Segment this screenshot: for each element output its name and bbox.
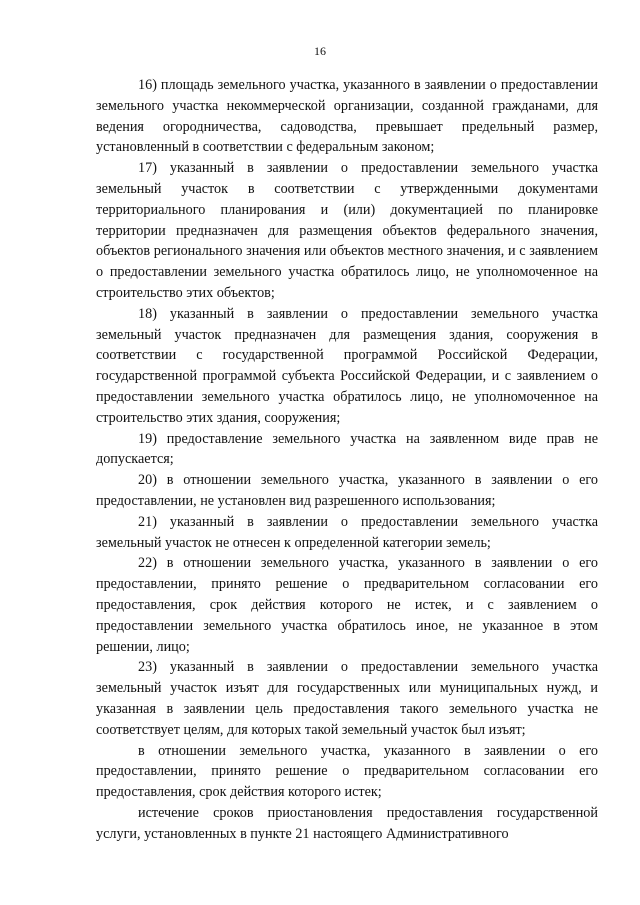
paragraph-approval-expired: в отношении земельного участка, указанного в заявлении о его предоставлении, принято решение о предварительном согласовании его предоставления, срок действия которого истек; [96, 742, 598, 801]
paragraph-21: 21) указанный в заявлении о предоставлении земельного участка земельный участок не отнесен к определенной категории земель; [96, 513, 598, 551]
page-number: 16 [314, 44, 326, 58]
paragraph-23: 23) указанный в заявлении о предоставлении земельного участка земельный участок изъят для государственных или муниципальных нужд, и указанная в заявлении цель предоставления такого земельного участка не соответствует целям, для которых такой земельный участок был изъят; [96, 659, 598, 738]
document-body [96, 75, 598, 844]
paragraph-suspension-expired: истечение сроков приостановления предоставления государственной услуги, установленных в пункте 21 настоящего Административного [96, 804, 598, 842]
paragraph-22: 22) в отношении земельного участка, указанного в заявлении о его предоставлении, принято решение о предварительном согласовании его предоставления, срок действия которого не истек, и с заявлением о предоставлении земельного участка обратилось иное, не указанное в этом решении, лицо; [96, 555, 598, 655]
paragraph-17: 17) указанный в заявлении о предоставлении земельного участка земельный участок в соответствии с утвержденными документами территориального планирования и (или) документацией по планировке территории предназначен для размещения объектов федерального значения, объектов регионального значения или объектов местного значения, и с заявлением о предоставлении земельного участка обратилось лицо, не уполномоченное на строительство этих объектов; [96, 160, 598, 301]
paragraph-19: 19) предоставление земельного участка на заявленном виде прав не допускается; [96, 430, 598, 468]
paragraph-20: 20) в отношении земельного участка, указанного в заявлении о его предоставлении, не установлен вид разрешенного использования; [96, 472, 598, 509]
paragraph-18: 18) указанный в заявлении о предоставлении земельного участка земельный участок предназначен для размещения здания, сооружения в соответствии с государственной программой Российской Федерации, государственной программой субъекта Российской Федерации, и с заявлением о предоставлении земельного участка обратилось лицо, не уполномоченное на строительство этих здания, сооружения; [96, 305, 598, 426]
paragraph-16: 16) площадь земельного участка, указанного в заявлении о предоставлении земельного участка некоммерческой организации, созданной гражданами, для ведения огородничества, садоводства, превышает предельный размер, установленный в соответствии с федеральным законом; [96, 77, 598, 156]
